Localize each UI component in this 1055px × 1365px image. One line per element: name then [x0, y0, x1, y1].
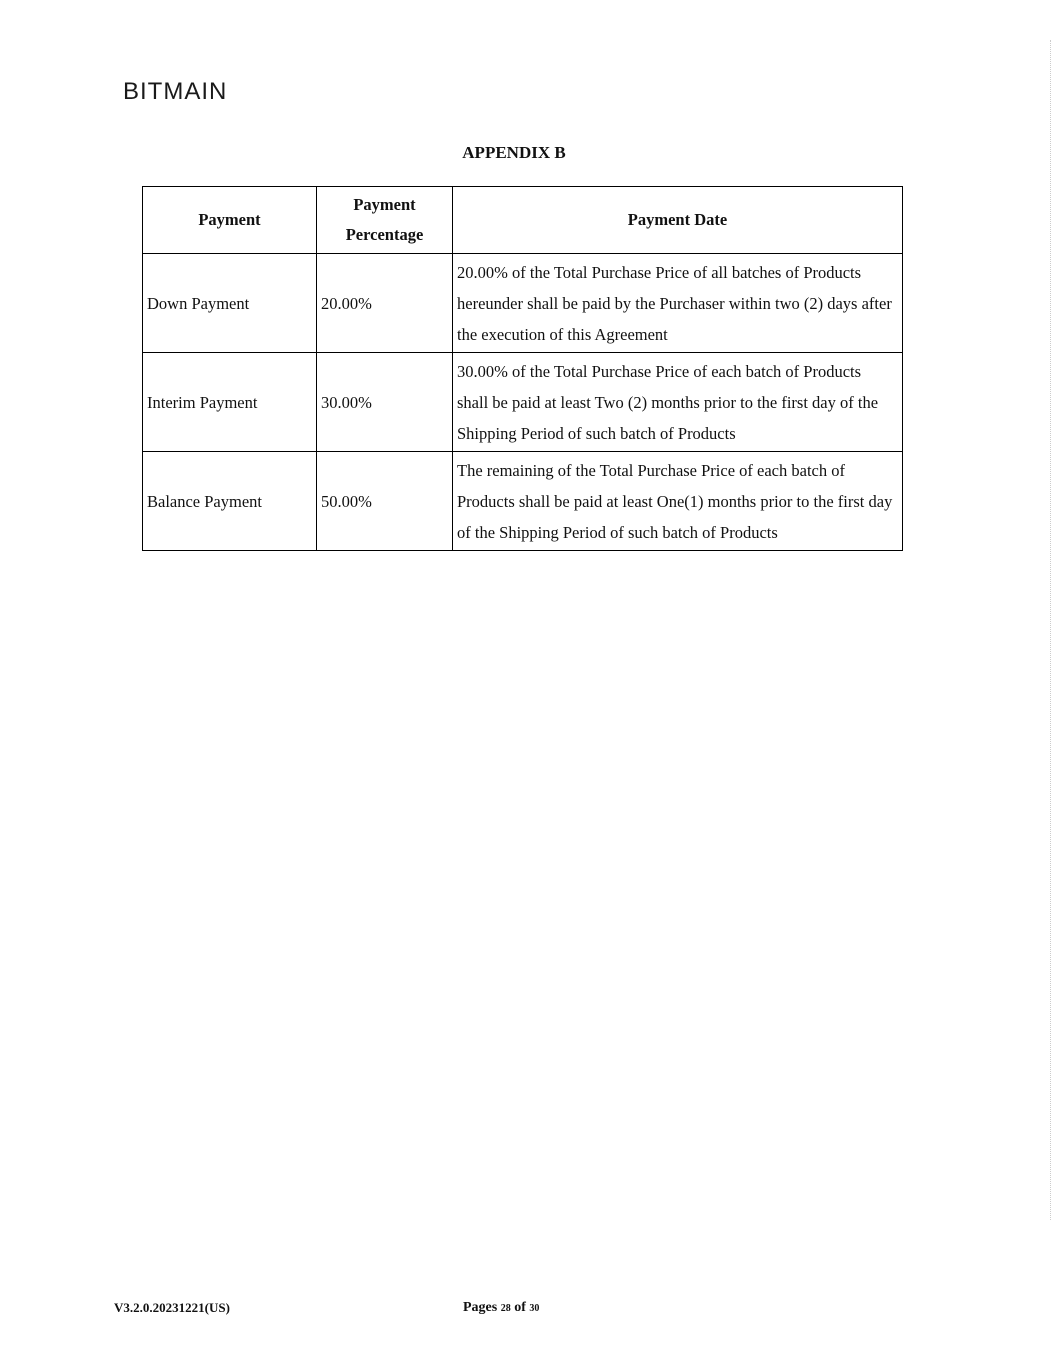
page-title: APPENDIX B [462, 143, 566, 162]
payment-percentage: 30.00% [317, 353, 453, 452]
payment-name: Interim Payment [143, 353, 317, 452]
page-number [463, 1300, 539, 1316]
table-row [143, 353, 903, 452]
payment-name: Down Payment [143, 254, 317, 353]
payment-schedule-table [142, 186, 903, 551]
pages-prefix: Pages [463, 1300, 498, 1315]
bitmain-logo: BITMAIN [123, 78, 228, 105]
payment-date: 20.00% of the Total Purchase Price of all batches of Products hereunder shall be paid by the Purchaser within two (2) days after the execution of this Agreement [453, 254, 903, 353]
payment-date: 30.00% of the Total Purchase Price of each batch of Products shall be paid at least Two (2) months prior to the first day of the Shipping Period of such batch of Products [453, 353, 903, 452]
payment-date: The remaining of the Total Purchase Price of each batch of Products shall be paid at least One(1) months prior to the first day of the Shipping Period of such batch of Products [453, 452, 903, 551]
current-page: 28 [500, 1303, 511, 1314]
scan-edge-divider [1049, 40, 1051, 1220]
header-payment-date: Payment Date [453, 187, 903, 254]
version-label: V3.2.0.20231221(US) [114, 1300, 230, 1315]
header-payment: Payment [143, 187, 317, 254]
table-row [143, 254, 903, 353]
header-payment-percentage: Payment Percentage [317, 187, 453, 254]
payment-percentage: 20.00% [317, 254, 453, 353]
table-row [143, 452, 903, 551]
table-header-row [143, 187, 903, 254]
payment-percentage: 50.00% [317, 452, 453, 551]
of-label: of [514, 1300, 526, 1315]
total-pages: 30 [529, 1303, 540, 1314]
payment-name: Balance Payment [143, 452, 317, 551]
